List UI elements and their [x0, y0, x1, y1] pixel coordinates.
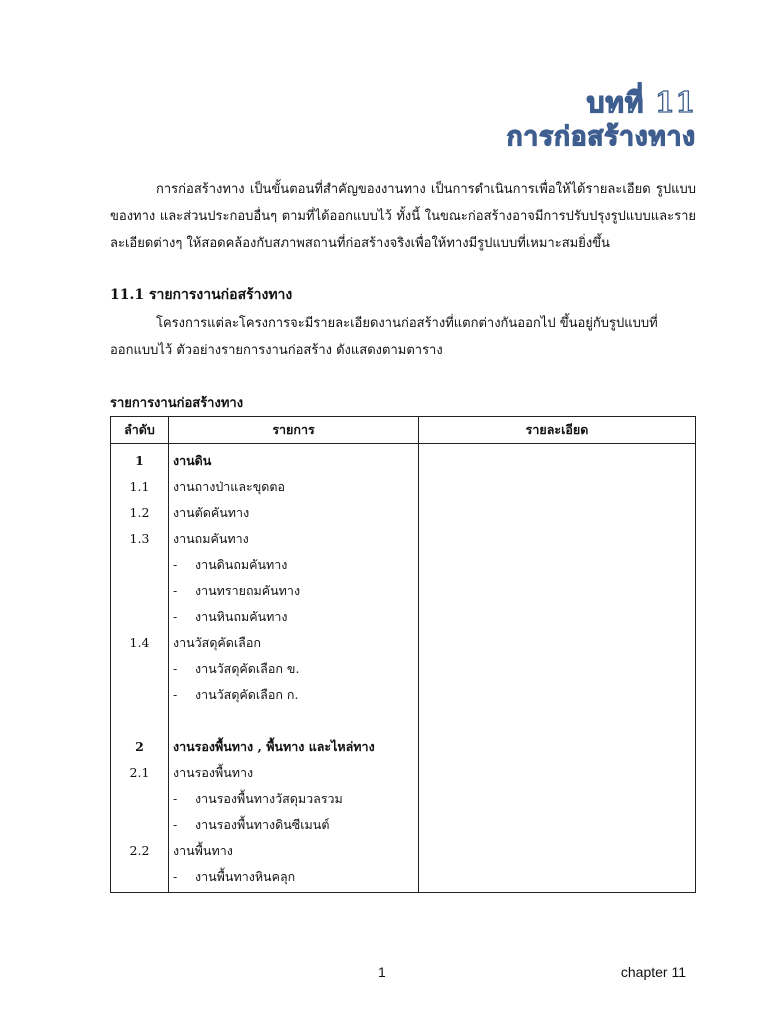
row-number [111, 604, 168, 630]
bullet-dash: - [173, 817, 178, 832]
item-label: งานรองพื้นทางดินซีเมนต์ [195, 817, 330, 832]
row-number: 1.2 [129, 505, 150, 520]
item-label: งานถางป่าและขุดตอ [173, 479, 286, 494]
sub-item [169, 656, 418, 682]
list-item [169, 760, 418, 786]
chapter-heading [507, 86, 696, 154]
sub-item [169, 864, 418, 890]
item-label: งานหินถมคันทาง [195, 609, 288, 624]
section-body: โครงการแต่ละโครงการจะมีรายละเอียดงานก่อสร้างที่แตกต่างกันออกไป ขึ้นอยู่กับรูปแบบที่ออกแบบไว้ ตัวอย่างรายการงานก่อสร้าง ดังแสดงตามตาราง [110, 316, 658, 358]
list-item [169, 474, 418, 500]
row-number [111, 578, 168, 604]
row-number [111, 812, 168, 838]
detail-column [419, 444, 696, 893]
sub-item [169, 812, 418, 838]
item-label: งานพื้นทาง [173, 843, 233, 858]
row-number: 2.2 [129, 843, 150, 858]
header-item: รายการ [169, 417, 419, 444]
bullet-dash: - [173, 583, 178, 598]
chapter-label: chapter 11 [620, 964, 686, 980]
list-item [169, 448, 418, 474]
num-column [111, 444, 169, 893]
row-number: 1 [135, 453, 144, 468]
bullet-dash: - [173, 869, 178, 884]
sub-item [169, 604, 418, 630]
chapter-title: การก่อสร้างทาง [506, 122, 696, 152]
item-label: งานวัสดุคัดเลือก ข. [195, 661, 300, 676]
row-number [111, 552, 168, 578]
item-label: งานดินถมคันทาง [195, 557, 288, 572]
row-number: 1.4 [129, 635, 150, 650]
bullet-dash: - [173, 791, 178, 806]
list-item [169, 734, 418, 760]
bullet-dash: - [173, 687, 178, 702]
row-number: 1.1 [129, 479, 150, 494]
row-number [111, 786, 168, 812]
bullet-dash: - [173, 557, 178, 572]
list-item [169, 838, 418, 864]
item-label: งานรองพื้นทาง , พื้นทาง และไหล่ทาง [173, 739, 375, 754]
construction-items-table [110, 416, 696, 893]
bullet-dash: - [173, 661, 178, 676]
row-number: 2.1 [129, 765, 150, 780]
item-label: งานวัสดุคัดเลือก ก. [195, 687, 299, 702]
item-label: งานรองพื้นทางวัสดุมวลรวม [195, 791, 343, 806]
item-label: งานถมคันทาง [173, 531, 249, 546]
row-number [111, 864, 168, 890]
list-item [169, 526, 418, 552]
table-body-row [111, 444, 696, 893]
row-number: 2 [135, 739, 144, 754]
item-label: งานตัดคันทาง [173, 505, 250, 520]
sub-item [169, 786, 418, 812]
header-num: ลำดับ [111, 417, 169, 444]
list-item [169, 630, 418, 656]
sub-item [169, 578, 418, 604]
item-label: งานทรายถมคันทาง [195, 583, 301, 598]
chapter-number: บทที่ 11 [586, 86, 696, 119]
list-item [169, 500, 418, 526]
section-heading: 11.1 รายการงานก่อสร้างทาง [110, 287, 293, 303]
intro-paragraph: การก่อสร้างทาง เป็นขั้นตอนที่สำคัญของงานทาง เป็นการดำเนินการเพื่อให้ได้รายละเอียด รูปแบบของทาง และส่วนประกอบอื่นๆ ตามที่ได้ออกแบบไว้ ทั้งนี้ ในขณะก่อสร้างอาจมีการปรับปรุงรูปแบบและรายละเอียดต่างๆ ให้สอดคล้องกับสภาพสถานที่ก่อสร้างจริงเพื่อให้ทางมีรูปแบบที่เหมาะสมยิ่งขึ้น [110, 182, 696, 251]
bullet-dash: - [173, 609, 178, 624]
page-number: 1 [378, 964, 386, 980]
row-number [111, 656, 168, 682]
row-number: 1.3 [129, 531, 150, 546]
item-column [169, 444, 419, 893]
table-caption: รายการงานก่อสร้างทาง [110, 396, 244, 411]
sub-item [169, 552, 418, 578]
item-label: งานพื้นทางหินคลุก [195, 869, 296, 884]
item-label: งานวัสดุคัดเลือก [173, 635, 261, 650]
sub-item [169, 682, 418, 708]
header-detail: รายละเอียด [419, 417, 696, 444]
row-number [111, 682, 168, 708]
item-label: งานดิน [173, 453, 212, 468]
item-label: งานรองพื้นทาง [173, 765, 254, 780]
table-header-row [111, 417, 696, 444]
